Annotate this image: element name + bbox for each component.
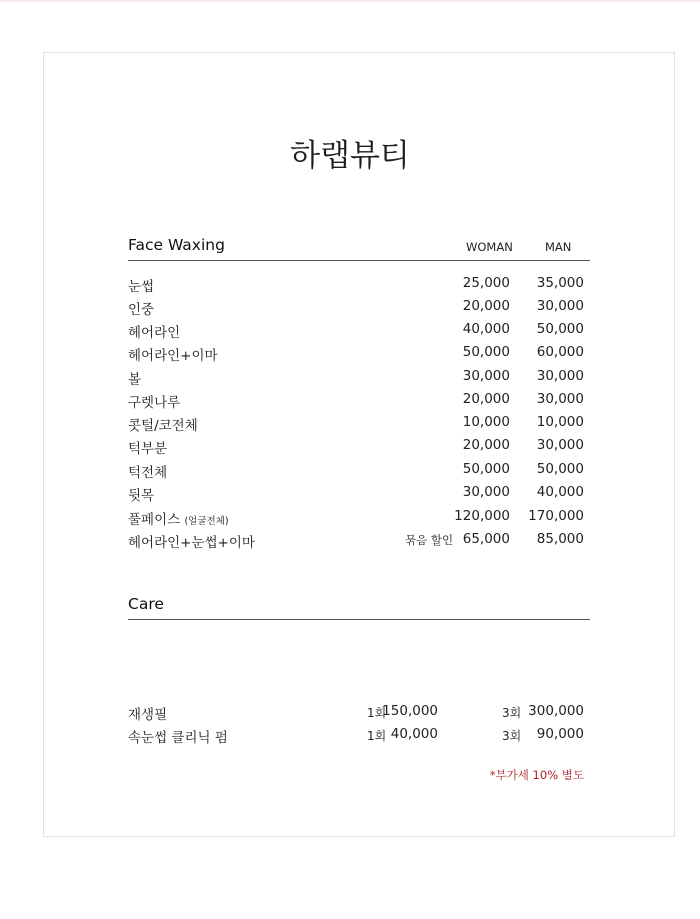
price-woman: 25,000 <box>462 275 510 291</box>
count-triple: 3회 <box>502 706 522 720</box>
price-woman: 120,000 <box>454 508 510 524</box>
section-divider-care <box>128 619 590 620</box>
price-row <box>0 344 700 366</box>
price-row <box>0 321 700 343</box>
count-single: 1회 <box>367 729 387 743</box>
price-man: 30,000 <box>536 437 584 453</box>
bundle-discount-note: 묶음 할인 <box>405 533 454 547</box>
price-man: 50,000 <box>536 321 584 337</box>
price-row <box>0 275 700 297</box>
price-man: 35,000 <box>536 275 584 291</box>
price-row <box>0 461 700 483</box>
item-name: 턱부분 <box>128 441 168 457</box>
price-woman: 20,000 <box>462 437 510 453</box>
price-woman: 30,000 <box>462 484 510 500</box>
price-row <box>0 531 700 553</box>
price-man: 85,000 <box>536 531 584 547</box>
price-row <box>0 414 700 436</box>
price-row <box>0 508 700 530</box>
price-man: 30,000 <box>536 368 584 384</box>
price-triple: 90,000 <box>536 726 584 742</box>
item-name: 턱전체 <box>128 465 168 481</box>
price-woman: 10,000 <box>462 414 510 430</box>
section-divider-face-waxing <box>128 260 590 261</box>
price-triple: 300,000 <box>528 703 584 719</box>
column-header-woman: WOMAN <box>466 240 513 254</box>
item-name-main: 풀페이스 <box>128 512 181 528</box>
price-man: 30,000 <box>536 298 584 314</box>
price-row <box>0 368 700 390</box>
item-name: 볼 <box>128 372 142 388</box>
price-woman: 50,000 <box>462 461 510 477</box>
item-name: 콧털/코전체 <box>128 418 198 434</box>
price-single: 150,000 <box>382 703 438 719</box>
price-woman: 65,000 <box>462 531 510 547</box>
item-name: 재생필 <box>128 707 168 723</box>
item-name: 헤어라인+이마 <box>128 348 218 364</box>
section-title-care: Care <box>128 595 164 613</box>
price-woman: 50,000 <box>462 344 510 360</box>
count-single: 1회 <box>367 706 387 720</box>
item-name-sub: (얼굴전체) <box>184 516 229 527</box>
price-single: 40,000 <box>390 726 438 742</box>
price-woman: 30,000 <box>462 368 510 384</box>
price-row <box>0 298 700 320</box>
price-woman: 20,000 <box>462 298 510 314</box>
top-accent-line <box>0 0 700 2</box>
price-woman: 40,000 <box>462 321 510 337</box>
price-row <box>0 391 700 413</box>
section-title-face-waxing: Face Waxing <box>128 236 225 254</box>
price-woman: 20,000 <box>462 391 510 407</box>
item-name: 헤어라인 <box>128 325 181 341</box>
item-name: 눈썹 <box>128 279 155 295</box>
count-triple: 3회 <box>502 729 522 743</box>
item-name: 인중 <box>128 302 155 318</box>
item-name: 뒷목 <box>128 488 155 504</box>
item-name: 헤어라인+눈썹+이마 <box>128 535 255 551</box>
price-row <box>0 484 700 506</box>
column-header-man: MAN <box>545 240 572 254</box>
price-man: 170,000 <box>528 508 584 524</box>
care-row <box>0 703 700 725</box>
price-man: 40,000 <box>536 484 584 500</box>
price-row <box>0 437 700 459</box>
price-man: 60,000 <box>536 344 584 360</box>
care-row <box>0 726 700 748</box>
item-name: 구렛나루 <box>128 395 181 411</box>
item-name: 속눈썹 클리닉 펌 <box>128 730 228 746</box>
price-man: 10,000 <box>536 414 584 430</box>
item-name <box>128 508 229 528</box>
price-man: 30,000 <box>536 391 584 407</box>
price-man: 50,000 <box>536 461 584 477</box>
vat-note: *부가세 10% 별도 <box>489 768 584 782</box>
page-title: 하랩뷰티 <box>290 138 410 174</box>
